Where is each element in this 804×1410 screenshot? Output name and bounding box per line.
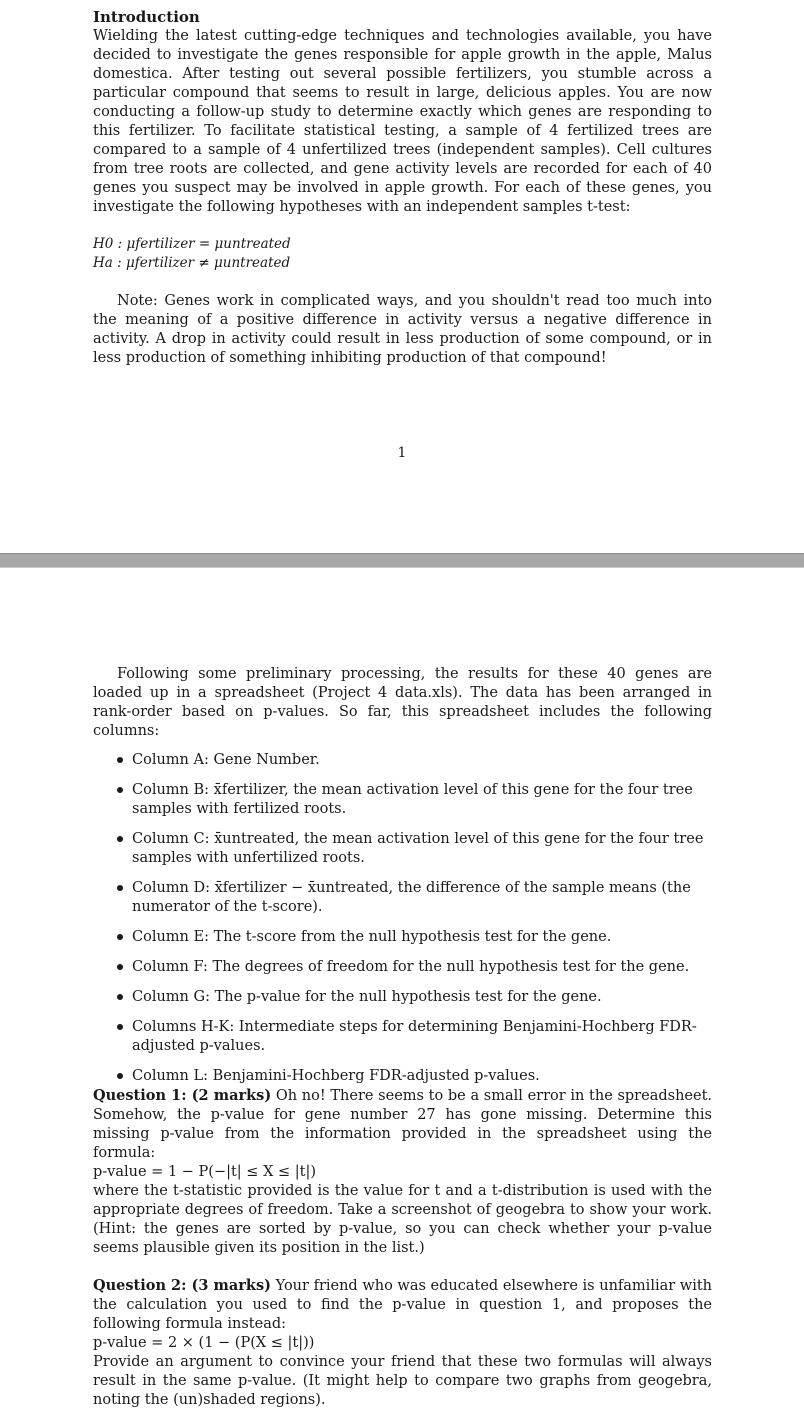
bullet-icon	[117, 757, 123, 763]
note-paragraph: Note: Genes work in complicated ways, and you shouldn't read too much into the meaning of a positive difference in activity versus a negative difference in activity. A drop in activity could result in less production of some compound, or in less production of something inhibiting production of that compound!	[93, 293, 712, 366]
page-1	[0, 0, 804, 553]
page-number: 1	[397, 445, 407, 461]
question-1-formula: p-value = 1 − P(−|t| ≤ X ≤ |t|)	[93, 1164, 317, 1180]
column-list	[93, 751, 712, 1086]
question-1	[93, 1086, 712, 1163]
question-2-label: Question 2: (3 marks)	[93, 1277, 272, 1294]
spreadsheet-intro: Following some preliminary processing, the results for these 40 genes are loaded up in a spreadsheet (Project 4 data.xls). The data has been arranged in rank-order based on p-values. So far, this spreadsheet includes the following columns:	[93, 666, 712, 739]
question-1-label: Question 1: (2 marks)	[93, 1087, 272, 1104]
alternative-hypothesis: Ha : μfertilizer ≠ μuntreated	[93, 255, 291, 271]
list-item: Column L: Benjamini-Hochberg FDR-adjusted p-values.	[93, 1067, 712, 1086]
list-item: Column B: x̄fertilizer, the mean activation level of this gene for the four tree samples with fertilized roots.	[93, 781, 712, 819]
list-item: Column F: The degrees of freedom for the null hypothesis test for the gene.	[93, 958, 712, 977]
bullet-icon	[117, 1073, 123, 1079]
list-item: Column C: x̄untreated, the mean activation level of this gene for the four tree samples with unfertilized roots.	[93, 830, 712, 868]
null-hypothesis: H0 : μfertilizer = μuntreated	[93, 236, 291, 252]
page-2-content	[93, 665, 712, 1410]
list-item: Column E: The t-score from the null hypothesis test for the gene.	[93, 928, 712, 947]
bullet-icon	[117, 934, 123, 940]
page-separator	[0, 553, 804, 568]
list-item: Column G: The p-value for the null hypothesis test for the gene.	[93, 988, 712, 1007]
question-2-text: Your friend who was educated elsewhere is unfamiliar with the calculation you used to find the p-value in question 1, and proposes the following formula instead:	[93, 1278, 713, 1332]
question-2-details: Provide an argument to convince your friend that these two formulas will always result in the same p-value. (It might help to compare two graphs from geogebra, noting the (un)shaded regions).	[93, 1354, 712, 1408]
question-1-text: Oh no! There seems to be a small error in the spreadsheet. Somehow, the p-value for gene number 27 has gone missing. Determine this missing p-value from the information provided in the spreadsheet using the formula:	[93, 1088, 713, 1161]
question-2-formula: p-value = 2 × (1 − (P(X ≤ |t|))	[93, 1335, 315, 1351]
list-item: Columns H-K: Intermediate steps for determining Benjamini-Hochberg FDR-adjusted p-values.	[93, 1018, 712, 1056]
bullet-icon	[117, 964, 123, 970]
question-1-details: where the t-statistic provided is the value for t and a t-distribution is used with the appropriate degrees of freedom. Take a screenshot of geogebra to show your work. (Hint: the genes are sorted by p-value, so you can check whether your p-value seems plausible given its position in the list.)	[93, 1183, 712, 1256]
bullet-icon	[117, 1024, 123, 1030]
bullet-icon	[117, 787, 123, 793]
page-2	[0, 568, 804, 1408]
page-1-content	[93, 8, 712, 368]
bullet-icon	[117, 836, 123, 842]
list-item: Column A: Gene Number.	[93, 751, 712, 770]
question-2	[93, 1276, 712, 1334]
section-heading: Introduction	[93, 8, 200, 26]
bullet-icon	[117, 885, 123, 891]
list-item: Column D: x̄fertilizer − x̄untreated, the difference of the sample means (the numerator of the t-score).	[93, 879, 712, 917]
intro-paragraph: Wielding the latest cutting-edge techniques and technologies available, you have decided to investigate the genes responsible for apple growth in the apple, Malus domestica. After testing out several possible fertilizers, you stumble across a particular compound that seems to result in large, delicious apples. You are now conducting a follow-up study to determine exactly which genes are responding to this fertilizer. To facilitate statistical testing, a sample of 4 fertilized trees are compared to a sample of 4 unfertilized trees (independent samples). Cell cultures from tree roots are collected, and gene activity levels are recorded for each of 40 genes you suspect may be involved in apple growth. For each of these genes, you investigate the following hypotheses with an independent samples t-test:	[93, 28, 712, 215]
bullet-icon	[117, 994, 123, 1000]
